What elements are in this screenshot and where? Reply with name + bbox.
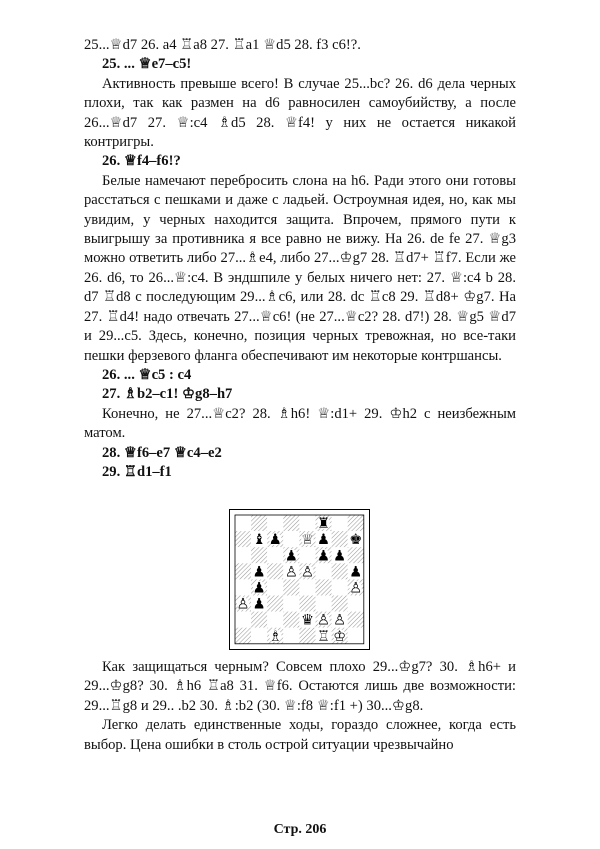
square-d2	[283, 612, 299, 628]
square-a7	[235, 531, 251, 547]
chess-piece-f1: ♖	[317, 628, 331, 645]
move-heading: 26. ♕f4–f6!?	[102, 153, 181, 170]
square-b8	[251, 515, 267, 531]
chess-piece-f8: ♜	[317, 516, 331, 533]
move-heading: 28. ♕f6–e7 ♕c4–e2	[102, 444, 222, 461]
square-h1	[348, 628, 364, 644]
paragraph: Легко делать единственные ходы, гораздо сложнее, когда есть выбор. Цена ошибки в столь острой ситуации чрезвычайно	[84, 717, 516, 753]
page-body	[84, 36, 516, 482]
chess-piece-a3: ♙	[236, 596, 250, 613]
chess-piece-g1: ♔	[333, 628, 347, 645]
square-h8	[348, 515, 364, 531]
square-c3	[267, 596, 283, 612]
paragraph: 25...♕d7 26. a4 ♖a8 27. ♖a1 ♕d5 28. f3 c6!?.	[84, 37, 361, 53]
square-h2	[348, 612, 364, 628]
chess-board	[229, 509, 370, 650]
square-a2	[235, 612, 251, 628]
square-b6	[251, 547, 267, 563]
square-c8	[267, 515, 283, 531]
square-e6	[299, 547, 315, 563]
move-heading: 25. ... ♕e7–c5!	[102, 56, 192, 73]
square-a4	[235, 579, 251, 595]
square-d1	[283, 628, 299, 644]
page-number: Стр. 206	[273, 822, 327, 837]
square-e1	[299, 628, 315, 644]
paragraph: Как защищаться черным? Совсем плохо 29...♔g7? 30. ♗h6+ и 29...♔g8? 30. ♗h6 ♖a8 31. ♕f6. Остаются лишь две возможности: 29...♖g8 и 29.. .b2 30. ♗:b2 (30. ♕:f8 ♕:f1 +) 30...♔g8.	[84, 659, 516, 714]
chess-piece-h5: ♟	[349, 564, 363, 581]
square-d3	[283, 596, 299, 612]
text-block-top	[84, 36, 516, 482]
square-d4	[283, 579, 299, 595]
square-b2	[251, 612, 267, 628]
square-c5	[267, 563, 283, 579]
chess-piece-d6: ♟	[284, 548, 298, 565]
chess-piece-b7: ♝	[252, 532, 266, 549]
chess-diagram	[229, 509, 370, 650]
square-f3	[316, 596, 332, 612]
chess-piece-e7: ♕	[300, 532, 314, 549]
chess-piece-g6: ♟	[333, 548, 347, 565]
square-h3	[348, 596, 364, 612]
square-g8	[332, 515, 348, 531]
chess-piece-h7: ♚	[349, 532, 363, 549]
move-heading: 27. ♗b2–c1! ♔g8–h7	[102, 386, 233, 403]
square-a6	[235, 547, 251, 563]
square-c4	[267, 579, 283, 595]
square-h6	[348, 547, 364, 563]
chess-piece-f6: ♟	[317, 548, 331, 565]
square-b1	[251, 628, 267, 644]
square-f4	[316, 579, 332, 595]
paragraph: Белые намечают перебросить слона на h6. Ради этого они готовы расстаться с пешками и даже с ладьей. Остроумная идея, но, как мы увидим, у черных находится защита. Впрочем, прямого пути к выигрышу за противника я все равно не вижу. На 26. de fe 27. ♕g3 можно ответить либо 27...♗e4, либо 27...♔g7 28. ♖d7+ ♖f7. Если же 26. d6, то 26...♕:c4. В эндшпиле у белых ничего нет: 27. ♕:c4 b 28. d7 ♖d8 с последующим 29...♗c6, или 28. dc ♖c8 29. ♖d8+ ♔g7. На 27. ♖d4! надо отвечать 27...♕c6! (не 27...♕c2? 28. d7!) 28. ♕g5 ♕d7 и 29...c5. Здесь, конечно, позиция черных тревожная, но все-таки пешки ферзевого фланга обеспечивают им некоторые контршансы.	[84, 172, 516, 364]
square-e3	[299, 596, 315, 612]
square-g3	[332, 596, 348, 612]
square-f5	[316, 563, 332, 579]
chess-piece-g2: ♙	[333, 612, 347, 629]
page-body-continued	[84, 658, 516, 755]
chess-piece-c1: ♗	[268, 628, 282, 645]
square-a8	[235, 515, 251, 531]
square-d8	[283, 515, 299, 531]
square-a1	[235, 628, 251, 644]
square-c6	[267, 547, 283, 563]
chess-piece-f2: ♙	[317, 612, 331, 629]
square-g7	[332, 531, 348, 547]
square-e8	[299, 515, 315, 531]
square-g5	[332, 563, 348, 579]
square-a5	[235, 563, 251, 579]
chess-piece-e5: ♙	[300, 564, 314, 581]
square-d7	[283, 531, 299, 547]
chess-piece-c7: ♟	[268, 532, 282, 549]
move-heading: 26. ... ♕c5 : c4	[102, 366, 192, 383]
move-heading: 29. ♖d1–f1	[102, 463, 172, 480]
chess-piece-e2: ♛	[300, 612, 314, 629]
square-g4	[332, 579, 348, 595]
chess-piece-b5: ♟	[252, 564, 266, 581]
square-c2	[267, 612, 283, 628]
text-block-bottom	[84, 658, 516, 755]
chess-piece-h4: ♙	[349, 580, 363, 597]
chess-piece-b4: ♟	[252, 580, 266, 597]
paragraph: Активность превыше всего! В случае 25...bc? 26. d6 дела черных плохи, так как размен на d6 равносилен самоубийству, а после 26...♕d7 27. ♕:c4 ♗d5 28. ♕f4! у них не остается никакой контригры.	[84, 75, 516, 151]
chess-piece-f7: ♟	[317, 532, 331, 549]
square-e4	[299, 579, 315, 595]
paragraph: Конечно, не 27...♕c2? 28. ♗h6! ♕:d1+ 29. ♔h2 с неизбежным матом.	[84, 405, 516, 442]
chess-piece-d5: ♙	[284, 564, 298, 581]
chess-piece-b3: ♟	[252, 596, 266, 613]
